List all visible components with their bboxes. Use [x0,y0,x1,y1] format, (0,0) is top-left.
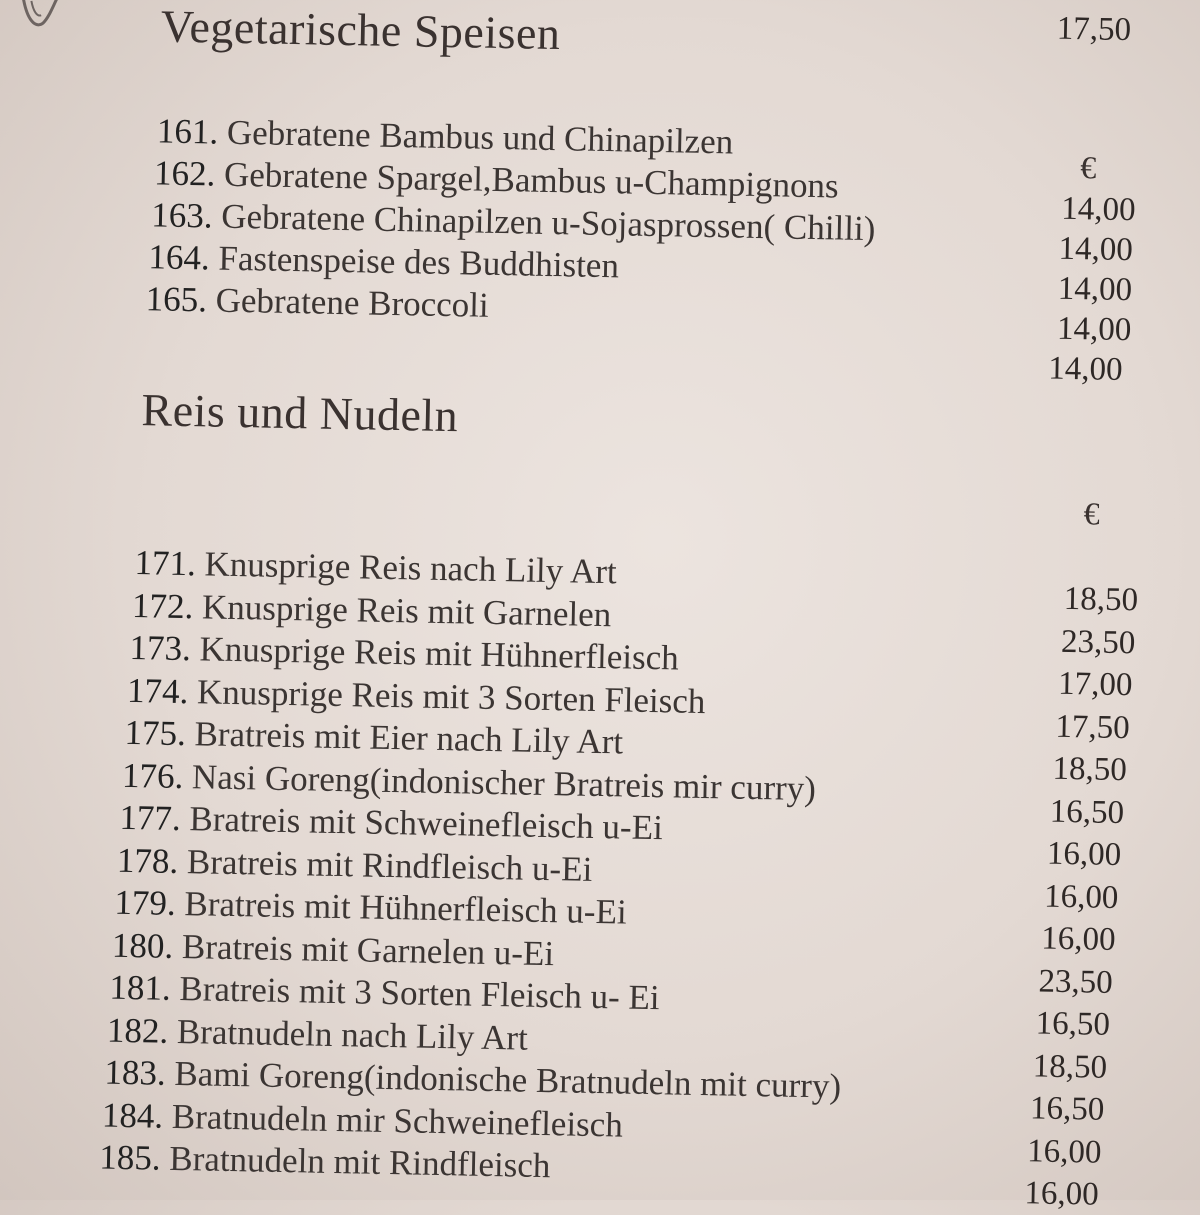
item-number: 178. [116,840,179,881]
item-name: Knusprige Reis mit 3 Sorten Fleisch [196,671,706,721]
decorative-logo-icon [17,0,66,38]
menu-item [114,883,627,933]
menu-item [117,840,593,889]
item-name: Knusprige Reis nach Lily Art [204,544,618,592]
menu-item [102,1095,624,1145]
currency-symbol-vegetarian: € [1080,149,1097,186]
item-name: Bratreis mit Hühnerfleisch u-Ei [184,884,628,932]
menu-item: 165. Gebratene Broccoli [145,279,490,325]
currency-symbol-rice-noodles: € [1083,495,1101,532]
item-number: 183. [104,1052,167,1093]
item-number: 185. [99,1137,162,1178]
item-number: 173. [129,627,192,669]
item-price: 18,50 [1052,750,1128,789]
menu-item: 163. Gebratene Chinapilzen u-Sojasprossen( Chilli) [150,195,876,249]
item-name: Bratreis mit Garnelen u-Ei [181,926,555,973]
menu-item [132,586,612,635]
item-name: Bami Goreng(indonische Bratnudeln mit curry) [174,1053,842,1106]
item-number: 181. [109,967,172,1008]
item-price: 23,50 [1060,623,1136,661]
item-price: 14,00 [1060,190,1136,229]
item-price: 23,50 [1038,962,1114,1001]
menu-item [107,1010,529,1058]
item-price: 16,50 [1049,793,1125,831]
section-title-rice-noodles: Reis und Nudeln [141,384,459,442]
section-title-vegetarian: Vegetarische Speisen [160,0,561,60]
item-price: 18,50 [1063,580,1139,619]
item-number: 172. [131,585,194,626]
item-price: 16,00 [1040,920,1116,958]
item-name: Bratreis mit Eier nach Lily Art [194,714,624,762]
item-number: 174. [126,670,189,711]
item-price: 16,00 [1043,878,1119,916]
menu-item [112,925,555,973]
item-name: Bratreis mit Rindfleisch u-Ei [186,841,593,889]
item-name: Bratreis mit 3 Sorten Fleisch u- Ei [179,969,660,1018]
item-price: 14,00 [1058,230,1134,269]
item-name: Knusprige Reis mit Hühnerfleisch [199,629,680,678]
partial-price-top: 17,50 [1056,10,1132,49]
item-name: Nasi Goreng(indonischer Bratreis mir curry) [191,756,817,808]
item-price: 18,50 [1032,1047,1108,1086]
item-number: 180. [111,925,174,966]
item-name: Bratnudeln mit Rindfleisch [169,1138,551,1186]
item-name: Knusprige Reis mit Garnelen [201,586,612,634]
menu-item [124,713,623,763]
menu-item [119,798,663,848]
item-price: 16,50 [1029,1090,1105,1128]
item-price: 17,00 [1057,665,1133,704]
item-number: 175. [124,712,187,754]
menu-item [134,543,617,592]
menu-item: 162. Gebratene Spargel,Bambus u-Champignons [153,153,840,206]
item-number: 182. [106,1010,169,1051]
menu-item [129,628,679,679]
item-name: Bratreis mit Schweinefleisch u-Ei [189,799,664,848]
item-number: 176. [121,755,184,796]
menu-item [99,1137,551,1186]
menu-item: 161. Gebratene Bambus und Chinapilzen [156,111,734,162]
item-price: 14,00 [1056,310,1132,349]
item-price: 14,00 [1047,350,1123,388]
item-price: 16,00 [1024,1175,1100,1213]
item-name: Bratnudeln nach Lily Art [176,1011,529,1058]
item-price: 16,00 [1046,835,1122,874]
item-number: 184. [101,1095,164,1136]
item-price: 16,00 [1026,1132,1102,1171]
item-number: 171. [134,543,197,584]
item-price: 16,50 [1035,1005,1111,1043]
menu-item: 164. Fastenspeise des Buddhisten [148,237,620,286]
item-number: 179. [114,882,177,923]
item-name: Bratnudeln mir Schweinefleisch [171,1096,624,1145]
menu-item [109,968,660,1019]
item-price: 17,50 [1055,708,1130,746]
item-number: 177. [119,797,182,838]
item-price: 14,00 [1057,270,1133,309]
